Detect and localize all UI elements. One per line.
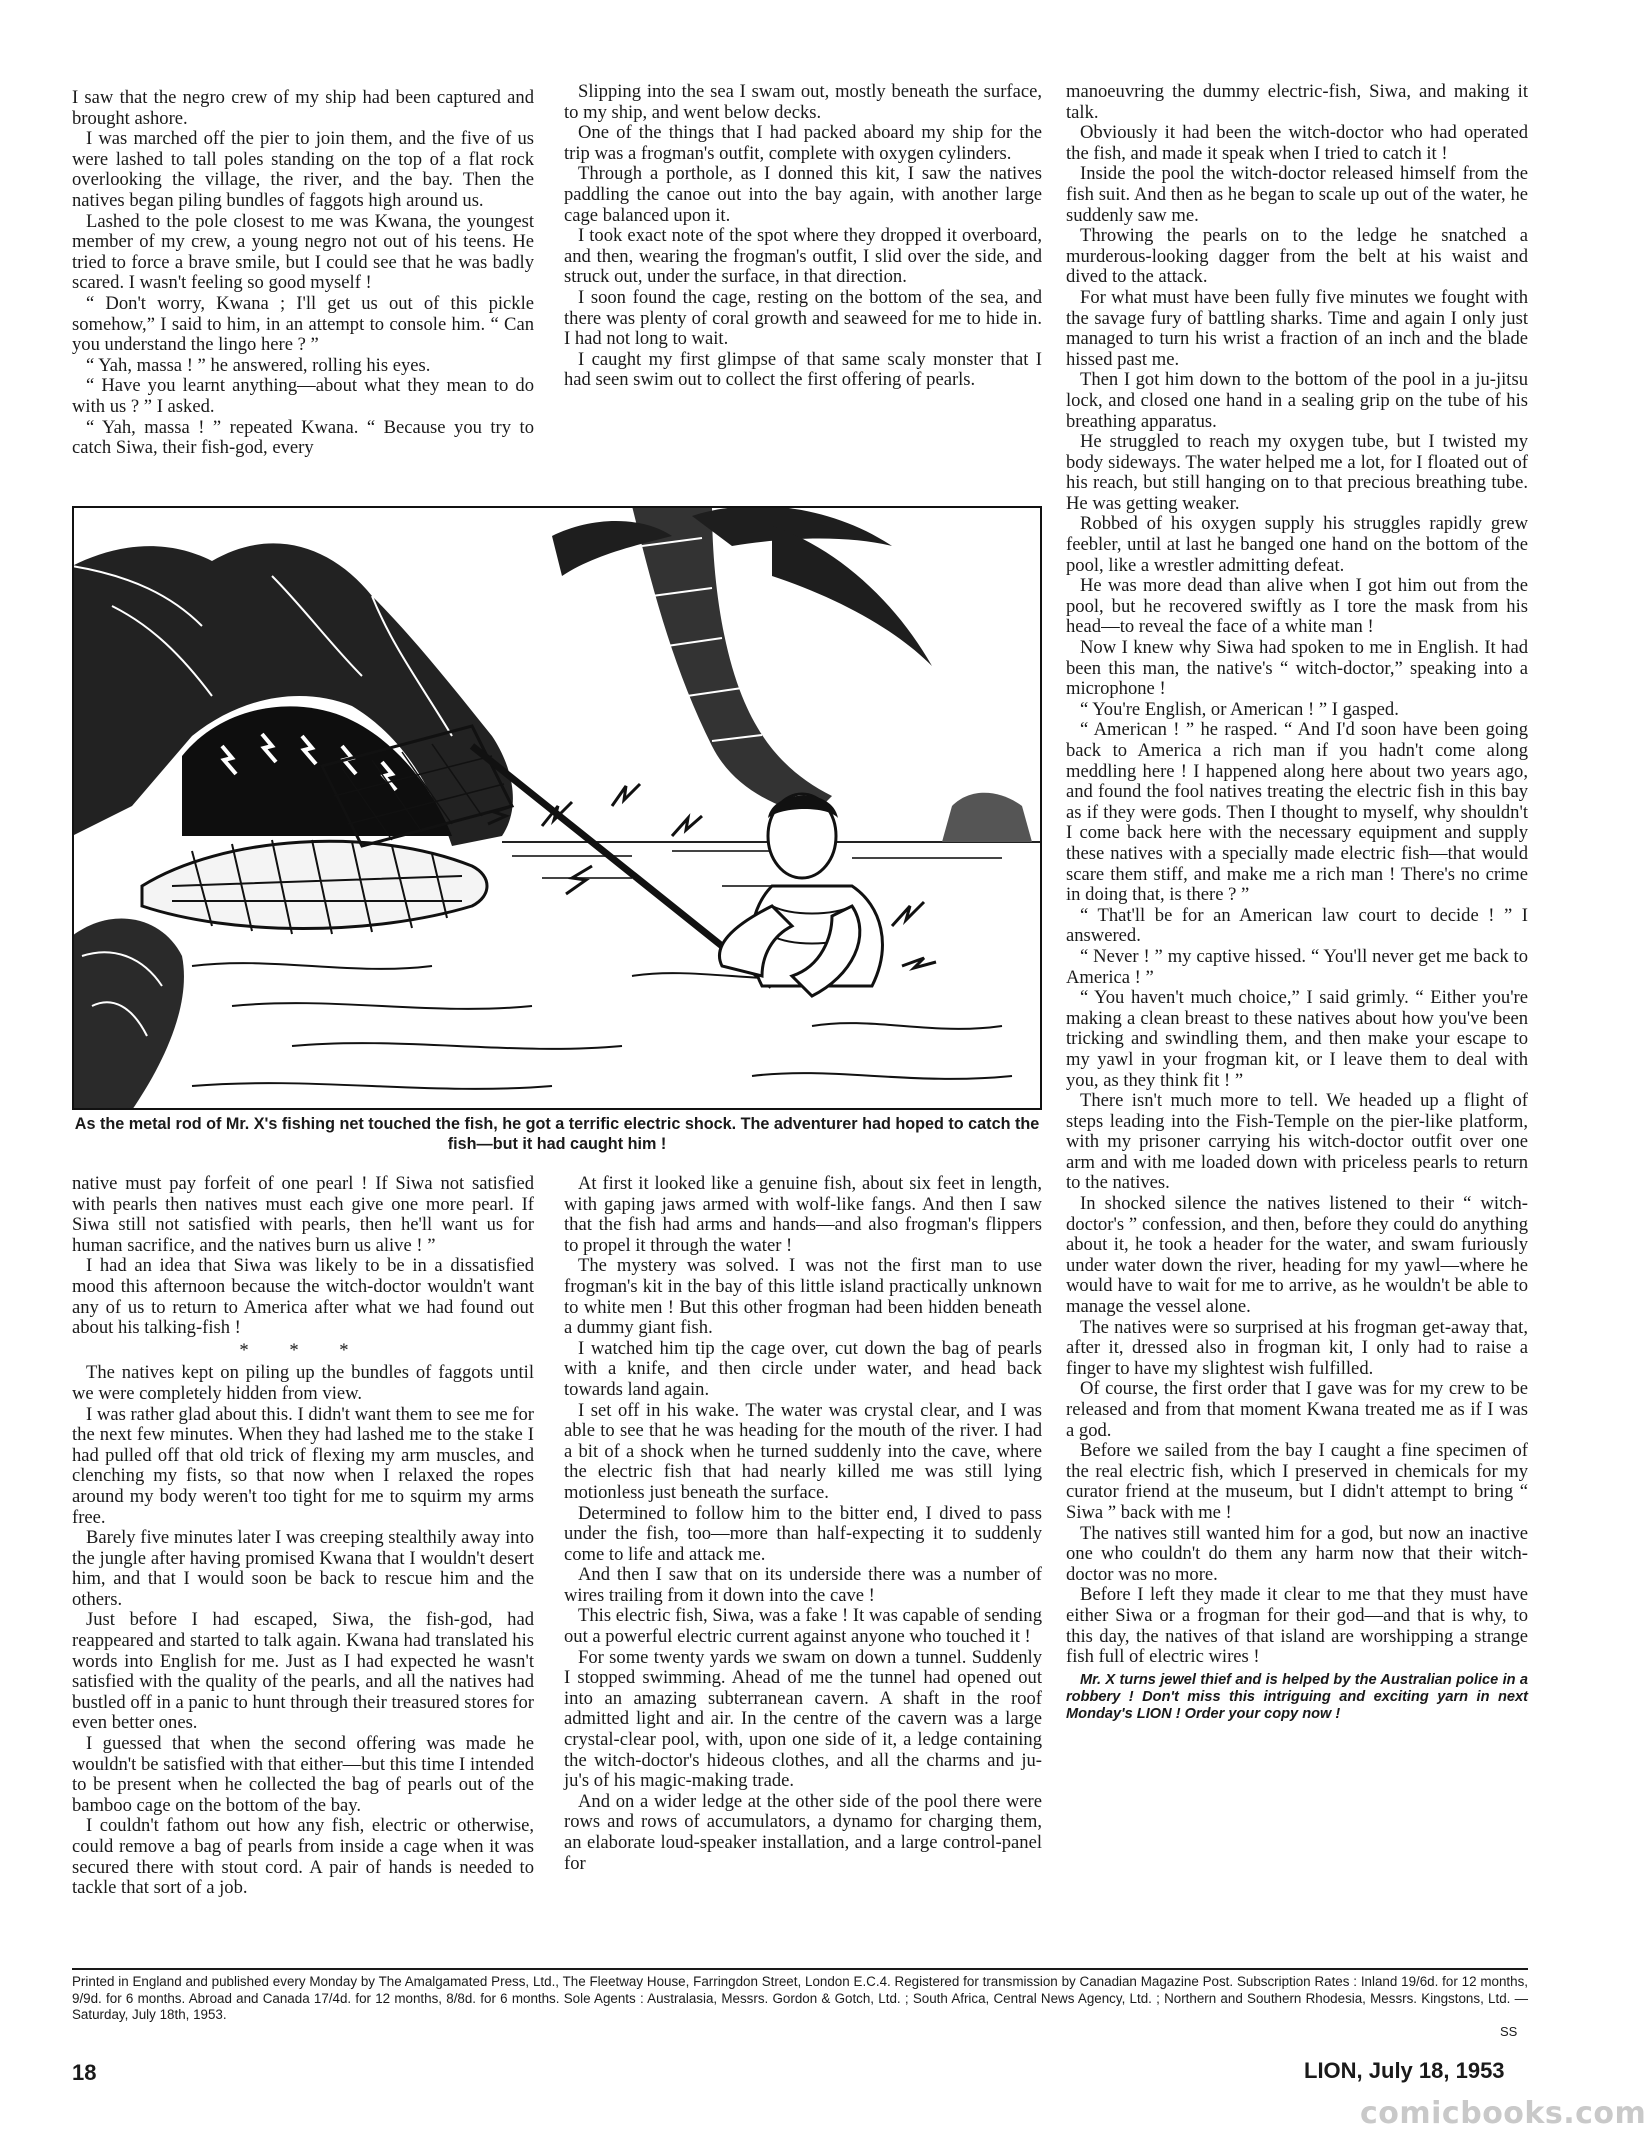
- story-paragraph: “ Never ! ” my captive hissed. “ You'll never get me back to America ! ”: [1066, 945, 1528, 988]
- footer-rule: [72, 1968, 1528, 1970]
- story-paragraph: He was more dead than alive when I got him out from the pool, but he recovered swiftly as I tore the mask from his head—to reveal the face of a white man !: [1066, 575, 1528, 638]
- story-column-1-bottom: [72, 1174, 534, 1964]
- story-paragraph: There isn't much more to tell. We headed up a flight of steps leading into the Fish-Temple on the pier-like platform, with my prisoner carrying his witch-doctor outfit over one arm and with me loaded down with priceless pearls to return to the natives.: [1066, 1090, 1528, 1194]
- story-paragraph: And on a wider ledge at the other side of the pool there were rows and rows of accumulators, a dynamo for charging them, an elaborate loud-speaker installation, and a large control-panel for: [564, 1790, 1042, 1874]
- story-column-2-bottom: [564, 1174, 1042, 1964]
- story-paragraph: For some twenty yards we swam on down a tunnel. Suddenly I stopped swimming. Ahead of me the tunnel had opened out into an amazing subterranean cavern. A shaft in the roof admitted light and air. In the centre of the cavern was a large crystal-clear pool, with, upon one side of it, a ledge containing the witch-doctor's hideous clothes, and all the charms and ju-ju's of his magic-making trade.: [564, 1646, 1042, 1792]
- illustration-caption: As the metal rod of Mr. X's fishing net touched the fish, he got a terrific electric shock. The adventurer had hoped to catch the fish—but it had caught him !: [74, 1115, 1040, 1153]
- story-paragraph: I couldn't fathom out how any fish, electric or otherwise, could remove a bag of pearls from inside a cage when it was secured there with stout cord. A pair of hands is needed to tackle that sort of a job.: [72, 1815, 534, 1899]
- story-paragraph: Before we sailed from the bay I caught a fine specimen of the real electric fish, which I preserved in chemicals for my curator friend at the museum, but I didn't attempt to bring “ Siwa ” back with me !: [1066, 1440, 1528, 1523]
- issue-footer: LION, July 18, 1953: [1304, 2058, 1505, 2083]
- story-paragraph: Slipping into the sea I swam out, mostly beneath the surface, to my ship, and went below decks.: [564, 81, 1042, 123]
- story-paragraph: native must pay forfeit of one pearl ! If Siwa not satisfied with pearls then natives must each give one more pearl. If Siwa still not satisfied with pearls, then he'll want us for human sacrifice, and the natives burn us alive ! ”: [72, 1173, 534, 1256]
- story-paragraph: In shocked silence the natives listened to their “ witch-doctor's ” confession, and then, before they could do anything about it, he took a header for the water, and swam furiously under water down the river, heading for my yawl—where he would have to wait for me to arrive, as he wouldn't be able to manage the vessel alone.: [1066, 1193, 1528, 1318]
- watermark: comicbooks.com: [1360, 2096, 1646, 2131]
- story-paragraph: manoeuvring the dummy electric-fish, Siwa, and making it talk.: [1066, 81, 1528, 123]
- story-paragraph: I soon found the cage, resting on the bottom of the sea, and there was plenty of coral growth and seaweed for me to hide in. I had not long to wait.: [564, 286, 1042, 350]
- illustration-frogman-electric-fish: [72, 506, 1042, 1110]
- story-paragraph: I was marched off the pier to join them, and the five of us were lashed to tall poles standing on the top of a flat rock overlooking the village, the river, and the bay. Then the natives began piling bundles of faggots high around us.: [72, 128, 534, 211]
- story-paragraph: I was rather glad about this. I didn't want them to see me for the next few minutes. When they had lashed me to the stake I had pulled off that old trick of flexing my arm muscles, and clenching my fists, so that now when I relaxed the ropes around my body weren't too tight for me to squirm my arms free.: [72, 1403, 534, 1528]
- printer-code: SS: [1500, 2024, 1518, 2039]
- publisher-imprint: Printed in England and published every Monday by The Amalgamated Press, Ltd., The Fleetway House, Farringdon Street, London E.C.4. Registered for transmission by Canadian Magazine Post. Subscription Rates : Inland 19/6d. for 12 months, 9/9d. for 6 months. Abroad and Canada 17/4d. for 12 months, 8/8d. for 6 months. Sole Agents : Australasia, Messrs. Gordon & Gotch, Ltd. ; South Africa, Central News Agency, Ltd. ; Northern and Southern Rhodesia, Messrs. Kingstons, Ltd. —Saturday, July 18th, 1953.: [72, 1974, 1528, 2023]
- story-paragraph: “ You're English, or American ! ” I gasped.: [1080, 698, 1399, 720]
- story-paragraph: “ Don't worry, Kwana ; I'll get us out of this pickle somehow,” I said to him, in an attempt to console him. “ Can you understand the lingo here ? ”: [72, 292, 534, 356]
- story-paragraph: Determined to follow him to the bitter end, I dived to pass under the fish, too—more than half-expecting it to suddenly come to life and attack me.: [564, 1502, 1042, 1565]
- story-paragraph: I had an idea that Siwa was likely to be in a dissatisfied mood this afternoon because the witch-doctor wouldn't want any of us to return to America after what we had found out about his talking-fish !: [72, 1255, 534, 1339]
- story-paragraph: “ American ! ” he rasped. “ And I'd soon have been going back to America a rich man if you hadn't come along meddling here ! I happened along here about two years ago, and found the fool natives treating the electric fish in this bay as if they were gods. Then I thought to myself, why shouldn't I come back here with the necessary equipment and supply these natives with a specially made electric fish—that would scare them stiff, and make me a rich man ! There's no crime in doing that, is there ? ”: [1066, 719, 1528, 906]
- story-paragraph: I caught my first glimpse of that same scaly monster that I had seen swim out to collect the first offering of pearls.: [564, 348, 1042, 391]
- story-column-1-top: [72, 88, 534, 506]
- story-paragraph: Throwing the pearls on to the ledge he snatched a murderous-looking dagger from the belt at his waist and dived to the attack.: [1066, 225, 1528, 288]
- story-paragraph: I took exact note of the spot where they dropped it overboard, and then, wearing the frogman's outfit, I slid over the side, and struck out, under the surface, in that direction.: [564, 225, 1042, 288]
- story-paragraph: Barely five minutes later I was creeping stealthily away into the jungle after having promised Kwana that I wouldn't desert him, and that I would soon be back to rescue him and the others.: [72, 1527, 534, 1610]
- story-column-2-top: [564, 82, 1042, 506]
- story-paragraph: Inside the pool the witch-doctor released himself from the fish suit. And then as he began to scale up out of the water, he suddenly saw me.: [1066, 163, 1528, 226]
- story-paragraph: Of course, the first order that I gave was for my crew to be released and from that moment Kwana treated me as if I was a god.: [1066, 1378, 1528, 1441]
- story-paragraph: Obviously it had been the witch-doctor who had operated the fish, and made it speak when I tried to catch it !: [1066, 122, 1528, 164]
- story-paragraph: “ You haven't much choice,” I said grimly. “ Either you're making a clean breast to these natives about how you've been tricking and swindling them, and then make your escape to my yawl in your frogman kit, or I leave them to deal with you, as they think fit ! ”: [1066, 987, 1528, 1091]
- story-paragraph: One of the things that I had packed aboard my ship for the trip was a frogman's outfit, complete with oxygen cylinders.: [564, 122, 1042, 164]
- story-column-3: [1066, 82, 1528, 1964]
- story-paragraph: The natives were so surprised at his frogman get-away that, after it, dressed also in frogman kit, I only had to raise a finger to have my slightest wish fulfilled.: [1066, 1316, 1528, 1379]
- story-paragraph: “ That'll be for an American law court to decide ! ” I answered.: [1066, 904, 1528, 947]
- story-paragraph: I guessed that when the second offering was made he wouldn't be satisfied with that either—but this time I intended to be present when he collected the bag of pearls out of the bamboo cage on the bottom of the bay.: [72, 1733, 534, 1816]
- story-paragraph: The mystery was solved. I was not the first man to use frogman's kit in the bay of this little island practically unknown to white men ! But this other frogman had been hidden beneath a dummy giant fish.: [564, 1255, 1042, 1339]
- story-paragraph: At first it looked like a genuine fish, about six feet in length, with gaping jaws armed with wolf-like fangs. And then I saw that the fish had arms and hands—and also frogman's flippers to propel it through the water !: [564, 1173, 1042, 1256]
- story-paragraph: Now I knew why Siwa had spoken to me in English. It had been this man, the native's “ witch-doctor,” speaking into a microphone !: [1066, 637, 1528, 700]
- page-number: 18: [72, 2060, 97, 2085]
- story-paragraph: This electric fish, Siwa, was a fake ! It was capable of sending out a powerful electric current against anyone who touched it !: [564, 1605, 1042, 1648]
- story-paragraph: He struggled to reach my oxygen tube, but I twisted my body sideways. The water helped me a lot, for I floated out of his reach, but still hanging on to that precious breathing tube. He was getting weaker.: [1066, 431, 1528, 514]
- story-paragraph: The natives kept on piling up the bundles of faggots until we were completely hidden from view.: [72, 1362, 534, 1404]
- story-paragraph: Just before I had escaped, Siwa, the fish-god, had reappeared and started to talk again. Kwana had translated his words into English for me. Just as I had expected he wasn't satisfied with the quality of the pearls, and all the natives had bustled off in a panic to hunt through their treasured stores for even better ones.: [72, 1609, 534, 1734]
- story-paragraph: For what must have been fully five minutes we fought with the savage fury of battling sharks. Time and again I only just managed to turn his wrist a fraction of an inch and the blade hissed past me.: [1066, 286, 1528, 370]
- story-paragraph: Before I left they made it clear to me that they must have either Siwa or a frogman for their god—and that is why, to this day, the natives of that island are worshipping a strange fish full of electric wires !: [1066, 1584, 1528, 1668]
- story-paragraph: Robbed of his oxygen supply his struggles rapidly grew feebler, until at last he banged one hand on the bottom of the pool, like a wrestler admitting defeat.: [1066, 513, 1528, 576]
- story-paragraph: I saw that the negro crew of my ship had been captured and brought ashore.: [72, 87, 534, 129]
- story-paragraph: “ Yah, massa ! ” repeated Kwana. “ Because you try to catch Siwa, their fish-god, every: [72, 416, 534, 459]
- story-paragraph: I watched him tip the cage over, cut down the bag of pearls with a knife, and then circle under water, and head back towards land again.: [564, 1337, 1042, 1400]
- story-paragraph: I set off in his wake. The water was crystal clear, and I was able to see that he was heading for the mouth of the river. I had a bit of a shock when he turned suddenly into the cave, where the electric fish that had nearly killed me was still lying motionless just beneath the surface.: [564, 1399, 1042, 1503]
- story-paragraph: “ Have you learnt anything—about what they mean to do with us ? ” I asked.: [72, 375, 534, 417]
- story-paragraph: Through a porthole, as I donned this kit, I saw the natives paddling the canoe out into the bay again, with another large cage balanced upon it.: [564, 163, 1042, 226]
- story-paragraph: Lashed to the pole closest to me was Kwana, the youngest member of my crew, a young negro not out of his teens. He tried to force a brave smile, but I could see that he was badly scared. I wasn't feeling so good myself !: [72, 210, 534, 294]
- story-paragraph: And then I saw that on its underside there was a number of wires trailing from it down into the cave !: [564, 1564, 1042, 1606]
- story-paragraph: Then I got him down to the bottom of the pool in a ju-jitsu lock, and closed one hand in a sealing grip on the tube of his breathing apparatus.: [1066, 369, 1528, 432]
- story-paragraph: “ Yah, massa ! ” he answered, rolling his eyes.: [86, 354, 431, 376]
- story-paragraph: Mr. X turns jewel thief and is helped by the Australian police in a robbery ! Don't miss this intriguing and exciting yarn in next Monday's LION ! Order your copy now !: [1066, 1671, 1528, 1722]
- story-paragraph: * * *: [239, 1339, 367, 1361]
- story-paragraph: The natives still wanted him for a god, but now an inactive one who couldn't do them any harm now that their witch-doctor was no more.: [1066, 1522, 1528, 1585]
- illustration-drawing: [72, 506, 1042, 1110]
